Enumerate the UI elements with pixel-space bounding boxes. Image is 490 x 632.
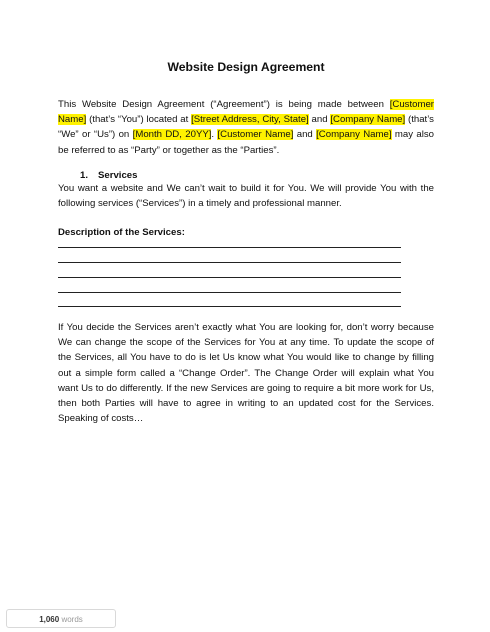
customer-name-placeholder[interactable]: [Customer Name] xyxy=(217,129,294,141)
intro-paragraph xyxy=(58,97,434,158)
date-placeholder[interactable]: [Month DD, 20YY] xyxy=(132,129,212,141)
description-blank-line[interactable] xyxy=(58,306,401,307)
intro-text: and xyxy=(293,129,317,141)
intro-text: (that’s “You”) located at xyxy=(86,114,192,126)
street-address-placeholder[interactable]: [Street Address, City, State] xyxy=(191,114,309,126)
description-heading: Description of the Services: xyxy=(58,227,185,238)
description-blank-line[interactable] xyxy=(58,262,401,263)
description-blank-line[interactable] xyxy=(58,292,401,293)
word-count-label: words xyxy=(61,615,83,624)
word-count-badge xyxy=(6,609,116,628)
description-blank-line[interactable] xyxy=(58,277,401,278)
document-title: Website Design Agreement xyxy=(167,60,325,74)
change-order-paragraph: If You decide the Services aren’t exactly what You are looking for, don’t worry because We can change the scope of the Services for You at any time. To update the scope of the Services, all You have to do is let Us know what You would like to change by filling out a simple form called a “Change Order”. The Change Order will explain what You want Us to do differently. If the new Services are going to require a bit more work for Us, then both Parties will have to agree in writing to an updated cost for the Services. Speaking of costs… xyxy=(58,322,434,425)
company-name-placeholder[interactable]: [Company Name] xyxy=(316,129,392,141)
intro-text: may also be referred to as “Party” or together as the “Parties”. xyxy=(58,129,435,156)
customer-name-placeholder[interactable]: [Customer Name] xyxy=(58,99,434,126)
company-name-placeholder[interactable]: [Company Name] xyxy=(330,114,406,126)
services-paragraph: You want a website and We can’t wait to build it for You. We will provide You with the following services (“Services”) in a timely and professional manner. xyxy=(58,183,434,210)
word-count-value: 1,060 xyxy=(39,615,60,624)
intro-text: . xyxy=(211,129,218,141)
intro-text: and xyxy=(308,114,331,126)
intro-text: (that’s “We” or “Us”) on xyxy=(58,114,434,141)
section-title: Services xyxy=(98,170,138,181)
intro-text: This Website Design Agreement (“Agreement”) is being made between xyxy=(58,99,390,110)
section-number: 1. xyxy=(80,170,89,181)
description-blank-line[interactable] xyxy=(58,247,401,248)
